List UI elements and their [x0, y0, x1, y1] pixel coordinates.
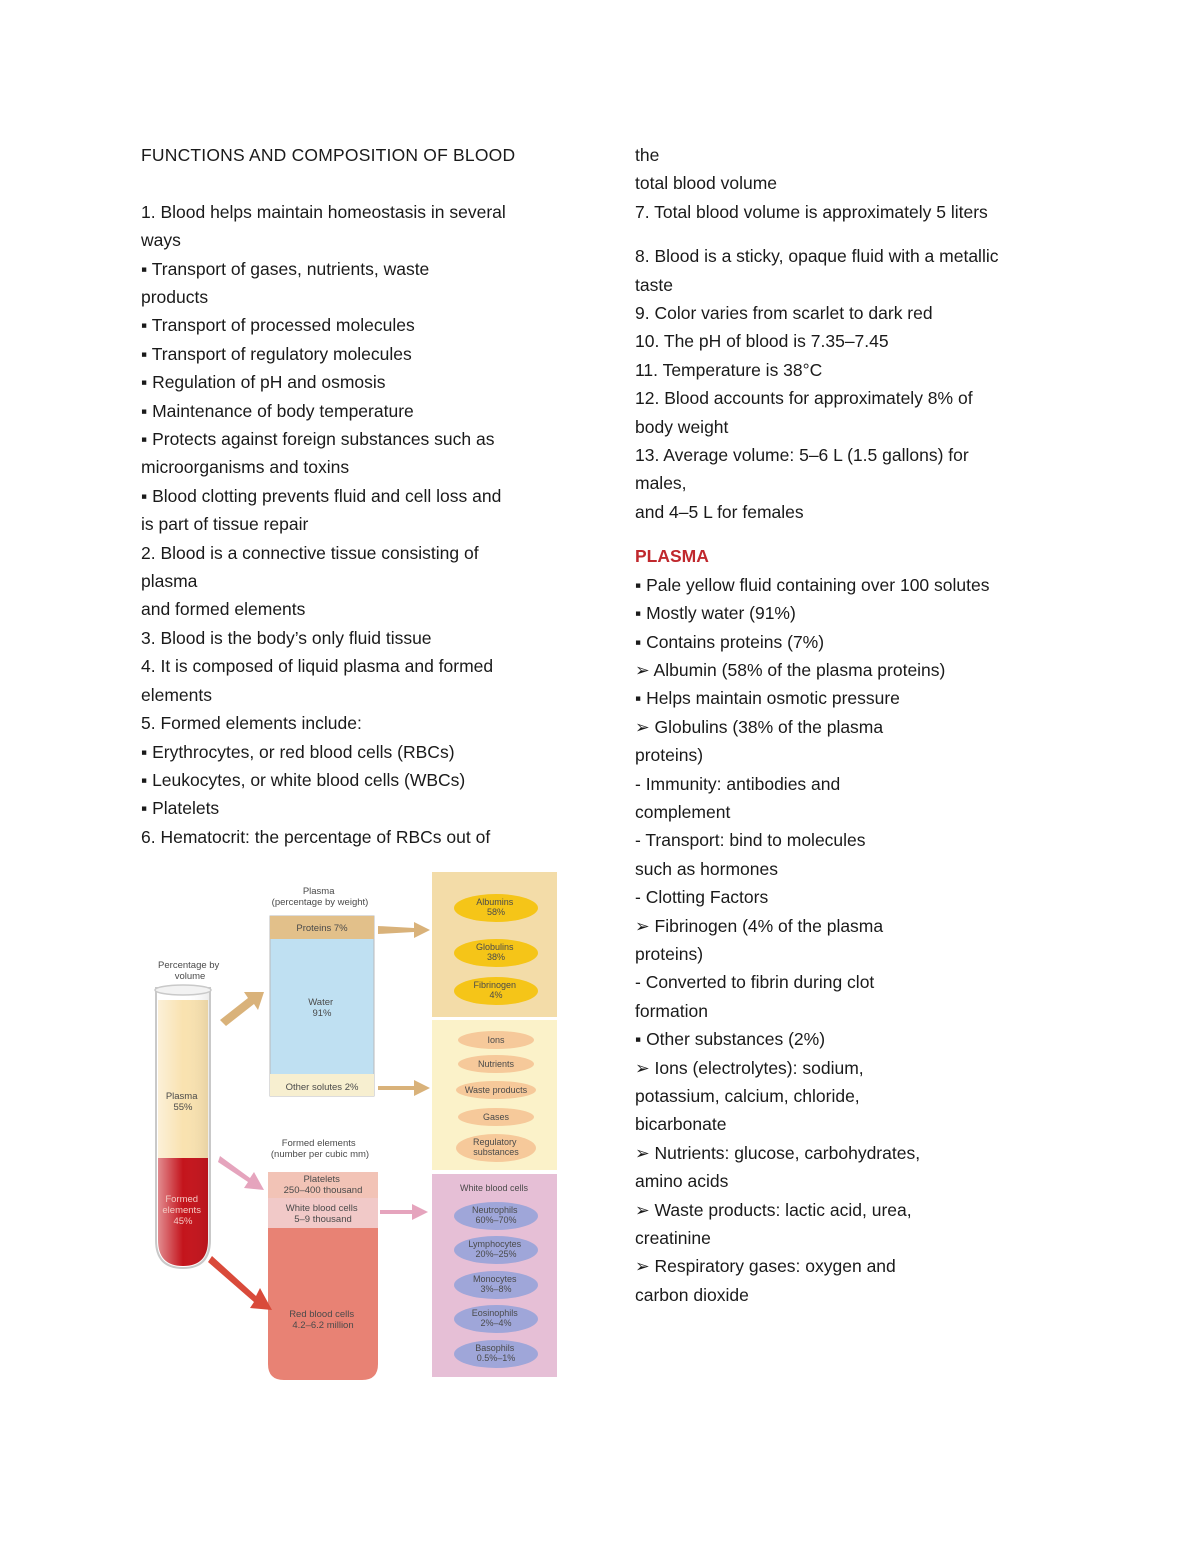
text-line: proteins): [635, 943, 704, 964]
lymphocytes-label: Lymphocytes 20%–25%: [468, 1239, 522, 1259]
right-column: [635, 141, 1075, 1309]
right-top-text-block: [635, 141, 1075, 226]
arrow-tube-to-rbc: [208, 1256, 272, 1310]
text-line: 11. Temperature is 38°C: [635, 359, 823, 380]
ions-label: Ions: [487, 1035, 505, 1045]
text-line: such as hormones: [635, 858, 778, 879]
text-line: potassium, calcium, chloride,: [635, 1086, 860, 1106]
text-line: 2. Blood is a connective tissue consisting of: [141, 542, 479, 563]
blood-composition-figure: [146, 868, 562, 1384]
text-line: amino acids: [635, 1171, 729, 1192]
text-line: bicarbonate: [635, 1114, 727, 1135]
text-line: taste: [635, 274, 673, 295]
monocytes-label: Monocytes 3%–8%: [472, 1274, 517, 1294]
regulatory-substances-label: Regulatory substances: [472, 1137, 519, 1157]
text-line: 4. It is composed of liquid plasma and formed: [141, 656, 494, 677]
formed-header-label: Formed elements (number per cubic mm): [270, 1138, 370, 1160]
text-line: ➢ Nutrients: glucose, carbohydrates,: [635, 1142, 921, 1163]
text-line: ▪ Contains proteins (7%): [635, 631, 825, 652]
text-line: 13. Average volume: 5–6 L (1.5 gallons) for: [635, 445, 969, 466]
waste-products-label: Waste products: [464, 1085, 528, 1095]
text-line: ➢ Albumin (58% of the plasma proteins): [635, 659, 946, 680]
document-title: FUNCTIONS AND COMPOSITION OF BLOOD: [141, 145, 516, 165]
text-line: 12. Blood accounts for approximately 8% of: [635, 388, 973, 409]
nutrients-label: Nutrients: [477, 1059, 515, 1069]
text-line: ➢ Fibrinogen (4% of the plasma: [635, 915, 884, 936]
neutrophils-label: Neutrophils 60%–70%: [471, 1205, 518, 1225]
arrow-solutes-to-list: [378, 1080, 430, 1096]
text-line: ▪ Protects against foreign substances such as: [141, 429, 495, 450]
text-line: ➢ Globulins (38% of the plasma: [635, 716, 884, 737]
text-line: ➢ Waste products: lactic acid, urea,: [635, 1199, 912, 1220]
text-line: the: [635, 145, 660, 165]
water-91-label: Water 91%: [308, 997, 334, 1019]
rbc-count-label: Red blood cells 4.2–6.2 million: [289, 1309, 355, 1331]
text-line: and 4–5 L for females: [635, 501, 804, 522]
text-line: ➢ Respiratory gases: oxygen and: [635, 1256, 896, 1277]
text-line: 10. The pH of blood is 7.35–7.45: [635, 331, 889, 352]
text-line: complement: [635, 801, 731, 822]
plasma-text-block: [635, 571, 1075, 1310]
text-line: 5. Formed elements include:: [141, 713, 362, 734]
text-line: 7. Total blood volume is approximately 5 liters: [635, 201, 988, 222]
text-line: total blood volume: [635, 173, 778, 194]
platelets-label: Platelets 250–400 thousand: [283, 1174, 363, 1196]
left-column: [141, 141, 581, 851]
text-line: ▪ Helps maintain osmotic pressure: [635, 688, 900, 709]
globulins-label: Globulins 38%: [475, 942, 514, 962]
text-line: body weight: [635, 416, 729, 437]
text-line: products: [141, 287, 209, 308]
text-line: ▪ Blood clotting prevents fluid and cell loss and: [141, 485, 502, 506]
text-line: 3. Blood is the body’s only fluid tissue: [141, 627, 432, 648]
text-line: formation: [635, 1000, 708, 1021]
tube-formed-label: Formed elements 45%: [162, 1194, 201, 1227]
text-line: plasma: [141, 571, 198, 592]
other-solutes-label: Other solutes 2%: [285, 1082, 359, 1093]
blood-composition-diagram: [146, 868, 562, 1384]
basophils-label: Basophils 0.5%–1%: [475, 1343, 516, 1363]
eosinophils-label: Eosinophils 2%–4%: [471, 1308, 518, 1328]
text-line: carbon dioxide: [635, 1284, 749, 1305]
text-line: 9. Color varies from scarlet to dark red: [635, 303, 933, 324]
left-text-block: [141, 198, 581, 851]
text-line: ▪ Transport of regulatory molecules: [141, 343, 412, 364]
text-line: elements: [141, 684, 213, 705]
text-line: ▪ Maintenance of body temperature: [141, 400, 414, 421]
text-line: - Converted to fibrin during clot: [635, 972, 875, 993]
text-line: males,: [635, 473, 687, 494]
text-line: 6. Hematocrit: the percentage of RBCs out of: [141, 826, 491, 847]
text-line: 8. Blood is a sticky, opaque fluid with a metallic: [635, 246, 999, 267]
fibrinogen-label: Fibrinogen 4%: [473, 980, 517, 1000]
text-line: proteins): [635, 745, 704, 766]
text-line: microorganisms and toxins: [141, 457, 350, 478]
text-line: 1. Blood helps maintain homeostasis in several: [141, 201, 506, 222]
tube-plasma-label: Plasma 55%: [165, 1091, 198, 1113]
text-line: ➢ Ions (electrolytes): sodium,: [635, 1057, 864, 1078]
text-line: creatinine: [635, 1228, 711, 1249]
text-line: ▪ Other substances (2%): [635, 1029, 826, 1050]
arrow-wbc-to-list: [380, 1204, 428, 1220]
wbc-count-label: White blood cells 5–9 thousand: [285, 1203, 358, 1225]
test-tube-rim: [155, 985, 211, 995]
text-line: ▪ Mostly water (91%): [635, 603, 796, 624]
text-line: ▪ Pale yellow fluid containing over 100 solutes: [635, 574, 990, 595]
text-line: - Transport: bind to molecules: [635, 830, 866, 851]
text-line: - Clotting Factors: [635, 887, 769, 908]
text-line: ▪ Transport of processed molecules: [141, 315, 415, 336]
text-line: ▪ Leukocytes, or white blood cells (WBCs): [141, 769, 466, 790]
gases-label: Gases: [482, 1112, 510, 1122]
text-line: - Immunity: antibodies and: [635, 773, 841, 794]
right-middle-text-block: [635, 242, 1075, 526]
text-line: is part of tissue repair: [141, 514, 309, 535]
text-line: ▪ Platelets: [141, 798, 220, 819]
text-line: ways: [141, 230, 181, 251]
arrow-tube-to-plasma: [220, 992, 264, 1026]
tube-header-label: Percentage by volume: [158, 960, 220, 982]
text-line: ▪ Regulation of pH and osmosis: [141, 372, 386, 393]
text-line: ▪ Transport of gases, nutrients, waste: [141, 258, 430, 279]
plasma-header-label: Plasma (percentage by weight): [271, 886, 369, 908]
text-line: and formed elements: [141, 599, 306, 620]
albumins-label: Albumins 58%: [476, 897, 514, 917]
arrow-proteins-to-list: [378, 922, 430, 938]
text-line: ▪ Erythrocytes, or red blood cells (RBCs): [141, 741, 455, 762]
arrow-tube-to-formed: [218, 1156, 264, 1190]
proteins-7-label: Proteins 7%: [296, 923, 348, 934]
plasma-heading: PLASMA: [635, 546, 709, 567]
wbc-panel-header: White blood cells: [459, 1183, 529, 1193]
